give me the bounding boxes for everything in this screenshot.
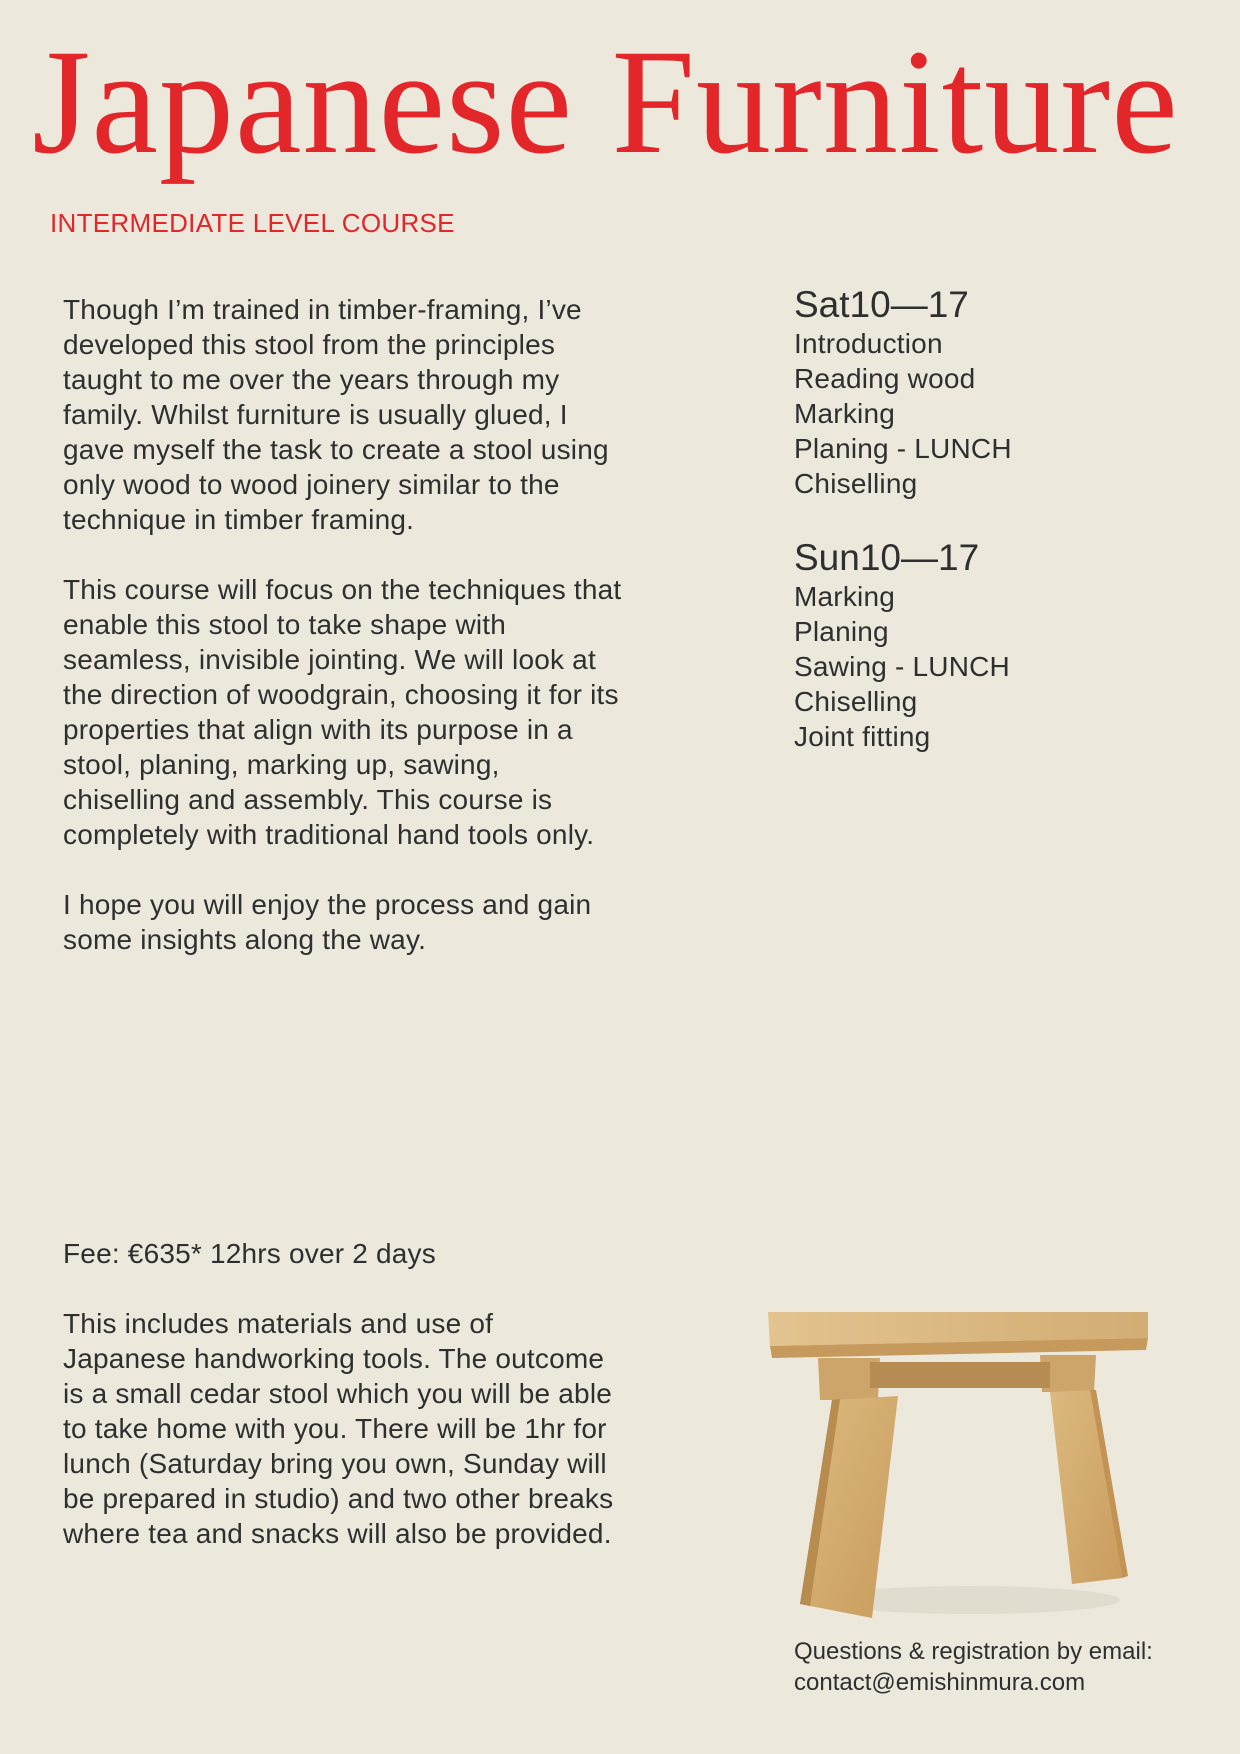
cedar-stool-image <box>760 1300 1160 1630</box>
intro-paragraph-2: This course will focus on the techniques that enable this stool to take shape with seamless, invisible jointing. We will look at the direction of woodgrain, choosing it for its properties that align with its purpose in a stool, planing, marking up, sawing, chiselling and assembly. This course is completely with traditional hand tools only. <box>63 574 622 850</box>
contact-block <box>794 1636 1153 1698</box>
day-items-list <box>794 579 1214 754</box>
day-items-list <box>794 326 1214 501</box>
schedule-day-saturday <box>794 284 1214 501</box>
schedule-item: Marking <box>794 398 895 429</box>
schedule-item: Sawing - LUNCH <box>794 651 1010 682</box>
contact-email[interactable]: contact@emishinmura.com <box>794 1669 1086 1696</box>
schedule-item: Reading wood <box>794 363 976 394</box>
schedule-day-sunday <box>794 537 1214 754</box>
day-heading: Sat10—17 <box>794 284 969 325</box>
day-heading: Sun10—17 <box>794 537 980 578</box>
fee-line: Fee: €635* 12hrs over 2 days <box>63 1238 436 1269</box>
intro-paragraph-3: I hope you will enjoy the process and gain some insights along the way. <box>63 889 592 955</box>
intro-section <box>63 292 623 957</box>
schedule-item: Chiselling <box>794 686 918 717</box>
page-title: Japanese Furniture <box>32 19 1179 185</box>
course-level-subtitle: INTERMEDIATE LEVEL COURSE <box>50 208 455 238</box>
fee-details: This includes materials and use of Japanese handworking tools. The outcome is a small cedar stool which you will be able to take home with you. There will be 1hr for lunch (Saturday bring you own, Sunday will be prepared in studio) and two other breaks where tea and snacks will also be provided. <box>63 1308 614 1549</box>
schedule-item: Joint fitting <box>794 721 931 752</box>
schedule-item: Introduction <box>794 328 943 359</box>
schedule-item: Planing <box>794 616 889 647</box>
schedule-item: Chiselling <box>794 468 918 499</box>
schedule-item: Marking <box>794 581 895 612</box>
contact-label: Questions & registration by email: <box>794 1638 1153 1665</box>
schedule-section <box>794 284 1214 754</box>
fee-section <box>63 1236 623 1551</box>
schedule-item: Planing - LUNCH <box>794 433 1012 464</box>
intro-paragraph-1: Though I’m trained in timber-framing, I’ve developed this stool from the principles taught to me over the years through my family. Whilst furniture is usually glued, I gave myself the task to create a stool using only wood to wood joinery similar to the technique in timber framing. <box>63 294 609 535</box>
